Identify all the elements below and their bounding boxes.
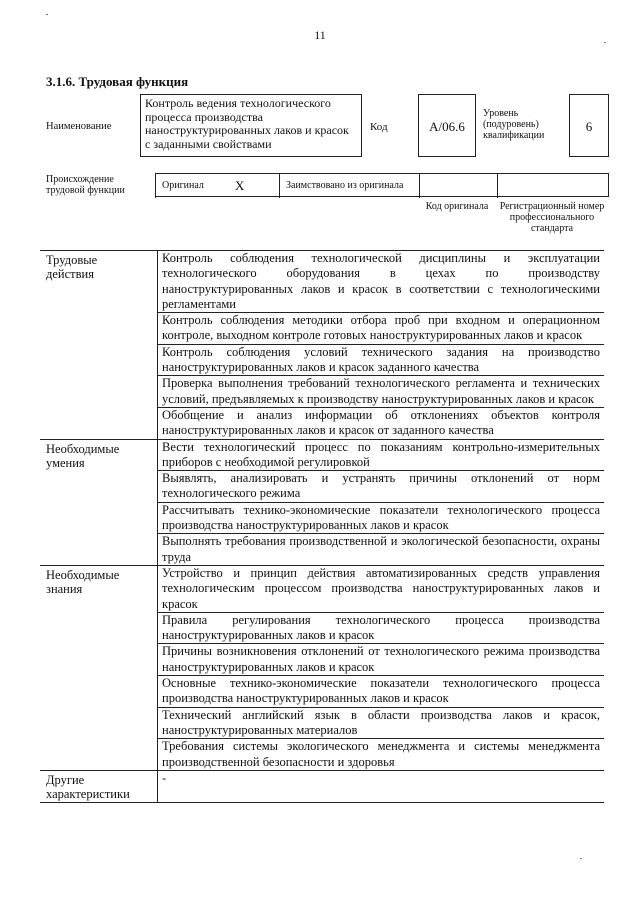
scan-speck — [604, 42, 606, 43]
code-label: Код — [370, 121, 388, 133]
table-row: - — [162, 770, 167, 785]
function-name: Контроль ведения технологического процесса производства наноструктурированных лаков и красок с заданными свойствами — [140, 94, 362, 157]
borrowed-label: Заимствовано из оригинала — [279, 174, 419, 198]
table-row: Выполнять требования производственной и экологической безопасности, охраны труда — [158, 533, 604, 565]
section-label: Трудовые действия — [46, 253, 98, 281]
table-row: Вести технологический процесс по показаниям контрольно-измерительных приборов с необходимой регулировкой — [162, 439, 600, 469]
section-label: Необходимые умения — [46, 441, 120, 470]
origin-label: Происхождение трудовой функции — [46, 174, 125, 196]
section-items — [157, 566, 604, 770]
table-row: Причины возникновения отклонений от технологического режима производства наноструктурированных лаков и красок — [158, 643, 604, 675]
section-label: Необходимые знания — [46, 567, 120, 596]
section-actions — [40, 250, 604, 439]
table-row: Требования системы экологического менеджмента и системы менеджмента производственной безопасности и здоровья — [158, 738, 604, 770]
table-row: Основные технико-экономические показатели технологического процесса производства наноструктурированных лаков и красок — [158, 675, 604, 707]
code-original-caption: Код оригинала — [425, 201, 489, 212]
code-original-cell — [419, 174, 497, 198]
table-row: Контроль соблюдения технологической дисциплины и эксплуатации технологического оборудования в цехах по производству наноструктурированных лаков и красок в соответствии с технологическими регламентами — [162, 251, 600, 311]
scan-speck — [46, 14, 48, 15]
section-items — [157, 771, 604, 802]
level-label: Уровень (подуровень) квалификации — [483, 108, 545, 141]
table-row: Правила регулирования технологического процесса производства наноструктурированных лаков и красок — [158, 612, 604, 644]
original-mark: X — [235, 178, 245, 193]
table-row: Контроль соблюдения условий технического задания на производство наноструктурированных лаков и красок заданного качества — [158, 344, 604, 376]
reg-number-cell — [497, 174, 609, 198]
origin-row — [155, 173, 609, 197]
table-row: Контроль соблюдения методики отбора проб при входном и операционном контроле, выходном контроле готовых наноструктурированных лаков и красок — [158, 312, 604, 344]
section-label: Другие характеристики — [46, 772, 130, 801]
section-items — [157, 251, 604, 439]
section-skills — [40, 439, 604, 565]
reg-number-caption: Регистрационный номер профессионального стандарта — [499, 201, 605, 234]
level-value: 6 — [569, 94, 609, 157]
section-title: 3.1.6. Трудовая функция — [46, 74, 189, 89]
code-value: А/06.6 — [418, 94, 476, 157]
page-number: 11 — [314, 28, 326, 42]
table-row: Технический английский язык в области производства лаков и красок, наноструктурированных материалов — [158, 707, 604, 739]
table-row: Рассчитывать технико-экономические показатели технологического процесса производства наноструктурированных лаков и красок — [158, 502, 604, 534]
section-knowledge — [40, 565, 604, 770]
table-row: Обобщение и анализ информации об отклонениях объектов контроля наноструктурированных лаков и красок от заданного качества — [158, 407, 604, 439]
name-label: Наименование — [46, 121, 112, 132]
section-other — [40, 770, 604, 802]
main-table — [40, 250, 604, 803]
original-label: Оригинал — [155, 174, 229, 198]
scan-speck — [580, 858, 582, 859]
table-row: Проверка выполнения требований технологического регламента и технических условий, предъявляемых к производству наноструктурированных лаков и красок — [158, 375, 604, 407]
table-row: Выявлять, анализировать и устранять причины отклонений от норм технологического режима — [158, 470, 604, 502]
section-items — [157, 440, 604, 565]
table-row: Устройство и принцип действия автоматизированных средств управления технологическим процессом производства наноструктурированных лаков и красок — [162, 565, 600, 611]
